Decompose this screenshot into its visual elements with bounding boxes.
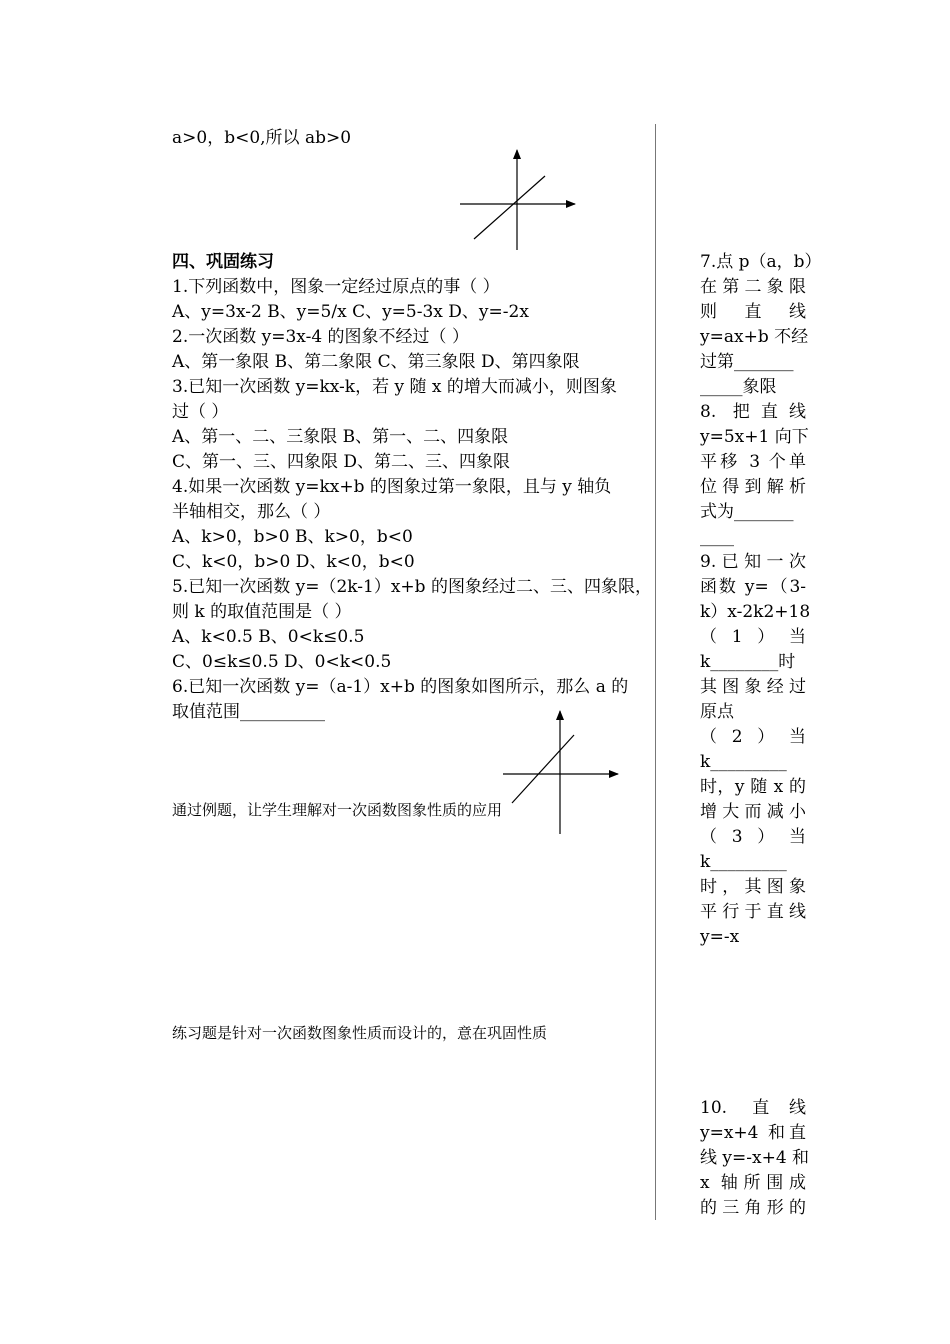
graph-2	[500, 708, 625, 836]
right-column-line: 时，y 随 x 的	[700, 777, 806, 797]
graph-line	[474, 176, 545, 239]
right-column-line: 其图象经过	[700, 677, 806, 697]
right-column-block-a	[700, 250, 822, 950]
right-column-line: k_________	[700, 852, 787, 872]
right-column-line: ____	[700, 527, 734, 547]
right-column-line: y=5x+1 向下	[700, 427, 809, 447]
right-column-line: 平移 3 个单	[700, 452, 806, 472]
right-column-line: 7.点 p（a，b）	[700, 252, 822, 272]
q3-options-1: A、第一、二、三象限 B、第一、二、四象限	[172, 427, 509, 447]
right-column-line: 8. 把直线	[700, 402, 806, 422]
right-column-line: 过第_______	[700, 352, 794, 372]
q5-text-line2: 则 k 的取值范围是（ ）	[172, 602, 352, 622]
right-column-line: 平行于直线	[700, 902, 806, 922]
right-column-line: y=-x	[700, 927, 740, 947]
right-column-line: 式为_______	[700, 502, 794, 522]
right-column-line: （2）当	[700, 727, 806, 747]
right-column-line: k_________	[700, 752, 787, 772]
right-column-line: 时，其图象	[700, 877, 806, 897]
column-divider	[655, 124, 656, 1220]
section-title: 四、巩固练习	[172, 252, 274, 272]
right-column-line: 位得到解析	[700, 477, 806, 497]
q4-options-2: C、k<0，b>0 D、k<0，b<0	[172, 552, 415, 572]
q3-options-2: C、第一、三、四象限 D、第二、三、四象限	[172, 452, 511, 472]
q5-text-line1: 5.已知一次函数 y=（2k-1）x+b 的图象经过二、三、四象限，	[172, 577, 652, 597]
teaching-note-2: 练习题是针对一次函数图象性质而设计的，意在巩固性质	[172, 1024, 548, 1042]
right-column-line: （1）当	[700, 627, 806, 647]
q1-options: A、y=3x-2 B、y=5/x C、y=5-3x D、y=-2x	[172, 302, 529, 322]
q6-text-line2: 取值范围__________	[172, 702, 325, 722]
right-column-line: y=ax+b 不经	[700, 327, 809, 347]
right-column-line: 则直线	[700, 302, 806, 322]
right-column-block-b	[700, 1096, 810, 1221]
right-column-line: x 轴所围成	[700, 1173, 806, 1193]
right-column-line: 增大而减小	[700, 802, 806, 822]
right-column-line: 原点	[700, 702, 734, 722]
q2-text: 2.一次函数 y=3x-4 的图象不经过（ ）	[172, 327, 469, 347]
right-column-line: k________时	[700, 652, 796, 672]
q4-text-line2: 半轴相交，那么（ ）	[172, 502, 331, 522]
right-column-line: y=x+4 和直	[700, 1123, 806, 1143]
right-column-line: 在第二象限	[700, 277, 806, 297]
right-column-line: 9.已知一次	[700, 552, 806, 572]
q4-text-line1: 4.如果一次函数 y=kx+b 的图象过第一象限，且与 y 轴负	[172, 477, 612, 497]
q2-options: A、第一象限 B、第二象限 C、第三象限 D、第四象限	[172, 352, 580, 372]
right-column-line: （3）当	[700, 827, 806, 847]
teaching-note-1: 通过例题，让学生理解对一次函数图象性质的应用	[172, 801, 503, 819]
right-column-line: k）x-2k2+18	[700, 602, 811, 622]
q5-options-2: C、0≤k≤0.5 D、0<k<0.5	[172, 652, 392, 672]
q1-text: 1.下列函数中，图象一定经过原点的事（ ）	[172, 277, 500, 297]
intro-line: a>0，b<0,所以 ab>0	[172, 128, 352, 148]
right-column-line: _____象限	[700, 377, 777, 397]
q6-text-line1: 6.已知一次函数 y=（a-1）x+b 的图象如图所示，那么 a 的	[172, 677, 629, 697]
q3-text-line1: 3.已知一次函数 y=kx-k，若 y 随 x 的增大而减小，则图象	[172, 377, 617, 397]
graph-line	[512, 735, 574, 803]
right-column-line: 函数 y=（3-	[700, 577, 806, 597]
q4-options-1: A、k>0，b>0 B、k>0，b<0	[172, 527, 413, 547]
q3-text-line2: 过（ ）	[172, 402, 229, 422]
q5-options-1: A、k<0.5 B、0<k≤0.5	[172, 627, 365, 647]
right-column-line: 10. 直线	[700, 1098, 806, 1118]
graph-1	[455, 145, 585, 250]
right-column-line: 的三角形的	[700, 1198, 806, 1218]
right-column-line: 线 y=-x+4 和	[700, 1148, 810, 1168]
